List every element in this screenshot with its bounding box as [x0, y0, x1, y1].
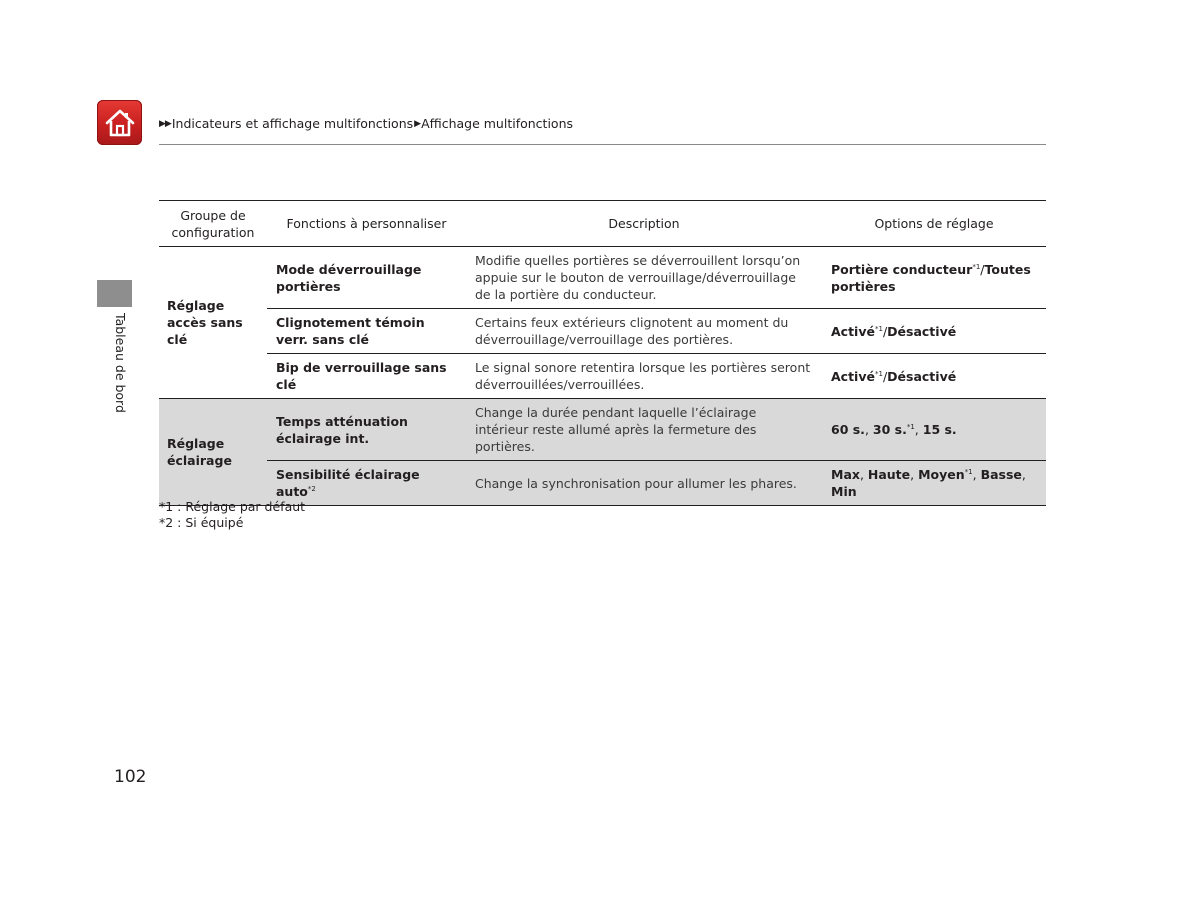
header-options: Options de réglage — [822, 201, 1046, 247]
breadcrumb — [159, 116, 573, 131]
header-description: Description — [466, 201, 822, 247]
header-group: Groupe de configuration — [159, 201, 267, 247]
description-cell: Certains feux extérieurs clignotent au moment du déverrouillage/verrouillage des portières. — [466, 309, 822, 354]
footnotes — [159, 499, 305, 531]
function-cell: Temps atténuation éclairage int. — [267, 399, 466, 461]
footnote-1: *1 : Réglage par défaut — [159, 499, 306, 514]
table-header-row — [159, 201, 1046, 247]
arrow-icon: ▶ — [414, 118, 421, 129]
group-cell: Réglage éclairage — [159, 399, 267, 506]
options-cell: Portière conducteur$^{*1}$/Toutes portières — [822, 247, 1046, 309]
breadcrumb-link-indicators[interactable]: Indicateurs et affichage multifonctions — [171, 116, 414, 131]
page-number: 102 — [114, 767, 147, 787]
description-cell: Le signal sonore retentira lorsque les portières seront déverrouillées/verrouillées. — [466, 354, 822, 399]
description-cell: Modifie quelles portières se déverrouillent lorsqu’on appuie sur le bouton de verrouillage/déverrouillage de la portière du conducteur. — [466, 247, 822, 309]
options-cell: 60 s., 30 s.$^{*1}$, 15 s. — [822, 399, 1046, 461]
table-row — [159, 309, 1046, 354]
home-button[interactable] — [97, 100, 142, 145]
description-cell: Change la synchronisation pour allumer les phares. — [466, 461, 822, 506]
table-row — [159, 399, 1046, 461]
double-arrow-icon: ▶▶ — [159, 118, 171, 129]
table-row — [159, 247, 1046, 309]
function-cell: Sensibilité éclairage auto$^{*2}$ — [267, 461, 466, 506]
group-cell: Réglage accès sans clé — [159, 247, 267, 399]
function-cell: Clignotement témoin verr. sans clé — [267, 309, 466, 354]
function-cell: Mode déverrouillage portières — [267, 247, 466, 309]
side-tab-marker — [97, 280, 132, 307]
table-row — [159, 354, 1046, 399]
options-cell: Max, Haute, Moyen$^{*1}$, Basse, Min — [822, 461, 1046, 506]
header-functions: Fonctions à personnaliser — [267, 201, 466, 247]
header-divider — [159, 144, 1046, 145]
breadcrumb-link-multifunction[interactable]: Affichage multifonctions — [421, 116, 573, 131]
options-cell: Activé$^{*1}$/Désactivé — [822, 354, 1046, 399]
footnote-2: *2 : Si équipé — [159, 515, 244, 530]
side-tab-label: Tableau de bord — [113, 313, 128, 413]
function-cell: Bip de verrouillage sans clé — [267, 354, 466, 399]
settings-table — [159, 200, 1046, 506]
description-cell: Change la durée pendant laquelle l’éclairage intérieur reste allumé après la fermeture des portières. — [466, 399, 822, 461]
options-cell: Activé$^{*1}$/Désactivé — [822, 309, 1046, 354]
home-icon — [104, 108, 136, 138]
